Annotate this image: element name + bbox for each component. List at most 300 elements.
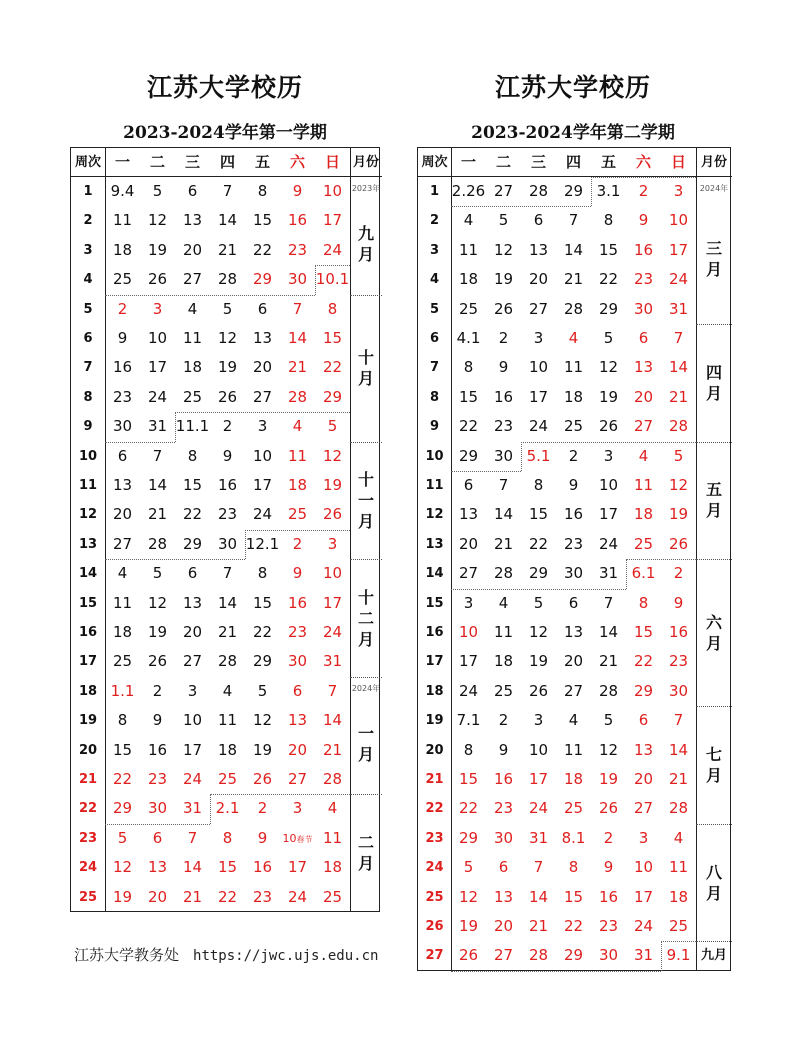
week-number: 16	[425, 625, 444, 640]
day-cell: 10	[182, 711, 203, 730]
day-cell: 22	[182, 505, 203, 524]
calendar-2-table	[417, 147, 731, 971]
week-number: 20	[78, 742, 98, 758]
day-cell: 24	[458, 681, 479, 700]
day-cell: 2	[292, 534, 303, 553]
day-cell: 7	[603, 593, 614, 612]
day-cell: 9	[603, 858, 614, 877]
header-day-4: 四	[565, 153, 581, 171]
day-cell: 21	[528, 917, 549, 935]
day-cell: 12	[322, 446, 343, 465]
day-cell: 11	[633, 476, 654, 494]
day-cell: 2.1	[215, 799, 240, 818]
calendar-2-title: 江苏大学校历	[494, 73, 651, 102]
day-cell: 26	[598, 799, 619, 818]
day-cell: 22	[252, 240, 273, 259]
day-cell: 15	[458, 387, 479, 406]
day-cell: 22	[633, 652, 654, 671]
day-cell: 9.1	[666, 946, 691, 965]
day-cell: 24	[322, 623, 343, 641]
day-cell: 29	[252, 270, 273, 289]
month-separator	[350, 794, 382, 795]
day-cell: 6	[463, 476, 474, 494]
day-cell: 15	[252, 211, 273, 230]
day-cell: 25	[668, 917, 689, 935]
month-boundary-line	[315, 265, 350, 266]
header-day-5: 五	[254, 153, 270, 171]
week-number: 5	[83, 301, 93, 317]
day-cell: 12	[147, 593, 168, 612]
day-cell: 12	[147, 211, 168, 230]
month-label: 八 月	[705, 862, 722, 903]
footer-url[interactable]: https://jwc.ujs.edu.cn	[193, 948, 379, 964]
day-cell: 8	[117, 711, 128, 730]
day-cell: 6	[187, 564, 198, 583]
day-cell: 8.1	[561, 828, 586, 847]
day-cell: 5	[603, 711, 614, 730]
week-number: 9	[83, 419, 93, 435]
day-cell: 24	[528, 417, 549, 436]
week-number: 27	[425, 948, 444, 964]
day-cell: 23	[252, 887, 273, 906]
day-cell: 2	[638, 182, 649, 200]
week-number: 17	[425, 654, 444, 670]
week-number: 18	[425, 683, 444, 699]
day-cell: 8	[187, 446, 198, 465]
day-cell: 10	[458, 623, 479, 641]
day-cell: 28	[493, 564, 514, 583]
day-cell: 27	[287, 770, 308, 788]
day-cell: 18	[633, 505, 654, 524]
day-cell: 11	[563, 740, 584, 759]
day-cell: 20	[112, 505, 133, 524]
week-number: 11	[425, 478, 444, 493]
day-cell: 16	[112, 358, 133, 377]
day-cell: 9	[117, 329, 128, 347]
day-cell: 16	[668, 623, 689, 641]
day-cell: 13	[112, 476, 133, 494]
day-cell: 12	[668, 476, 689, 494]
day-cell: 29	[598, 299, 619, 318]
day-cell: 21	[668, 387, 689, 406]
day-cell: 19	[493, 270, 514, 289]
day-cell: 12	[252, 711, 273, 730]
day-cell: 25	[182, 387, 203, 406]
calendar-1-subtitle: 2023-2024学年第一学期	[123, 123, 327, 143]
day-cell: 22	[598, 270, 619, 289]
month-separator	[350, 677, 382, 678]
day-cell: 15	[633, 623, 654, 641]
day-cell: 13	[633, 740, 654, 759]
day-cell: 25	[633, 534, 654, 553]
day-cell: 5	[673, 446, 684, 465]
day-cell: 27	[493, 182, 514, 200]
day-cell: 14	[528, 887, 549, 906]
header-day-6: 六	[635, 153, 651, 171]
day-cell: 19	[112, 887, 133, 906]
month-label: 十 一 月	[357, 469, 374, 531]
day-cell: 7	[222, 564, 233, 583]
day-cell: 30	[598, 946, 619, 965]
month-boundary-line	[591, 177, 696, 178]
header-day-5: 五	[600, 153, 616, 171]
month-boundary-line	[210, 794, 350, 795]
day-cell: 23	[633, 270, 654, 289]
day-cell: 21	[668, 770, 689, 788]
day-cell: 26	[147, 652, 168, 671]
month-boundary-line	[175, 412, 176, 441]
header-day-2: 二	[495, 153, 511, 171]
day-cell: 25	[563, 799, 584, 818]
day-cell: 10	[633, 858, 654, 877]
day-cell: 11	[112, 211, 133, 230]
day-cell: 16	[598, 887, 619, 906]
day-cell: 17	[528, 770, 549, 788]
week-number: 13	[425, 536, 444, 552]
day-cell: 27	[563, 681, 584, 700]
week-number: 25	[425, 889, 444, 905]
day-cell: 5	[117, 828, 128, 847]
week-number: 7	[83, 360, 93, 376]
month-boundary-line	[245, 530, 246, 559]
header-row	[418, 148, 732, 177]
day-cell: 23	[493, 417, 514, 436]
week-number: 20	[425, 742, 444, 758]
header-day-2: 二	[149, 153, 165, 171]
day-cell: 14	[668, 358, 689, 377]
day-cell: 30	[287, 270, 308, 289]
day-cell: 7	[533, 858, 544, 877]
month-boundary-line	[451, 206, 591, 207]
month-boundary-line	[521, 442, 522, 471]
week-number: 12	[425, 507, 444, 523]
day-cell: 2	[498, 711, 509, 730]
week-number: 14	[425, 566, 444, 582]
day-cell: 25	[563, 417, 584, 436]
day-cell: 20	[182, 240, 203, 259]
day-cell: 28	[668, 799, 689, 818]
day-cell: 3	[187, 681, 198, 700]
day-cell: 3	[603, 446, 614, 465]
day-cell: 22	[528, 534, 549, 553]
week-number: 4	[83, 272, 93, 288]
day-cell: 17	[252, 476, 273, 494]
header-day-1: 一	[114, 153, 130, 171]
day-cell: 27	[528, 299, 549, 318]
day-cell: 30	[493, 446, 514, 465]
day-cell: 8	[533, 476, 544, 494]
day-cell: 20	[182, 623, 203, 641]
header-day-7: 日	[670, 153, 686, 171]
week-number: 3	[429, 242, 440, 258]
day-cell: 12	[528, 623, 549, 641]
holiday-label: 春节	[296, 834, 313, 844]
day-cell: 26	[458, 946, 479, 965]
day-cell: 18	[182, 358, 203, 377]
day-cell: 13	[633, 358, 654, 377]
day-cell: 10	[668, 211, 689, 230]
month-label: 九月	[700, 948, 727, 964]
day-cell: 14	[493, 505, 514, 524]
day-cell: 3	[463, 593, 474, 612]
week-number: 8	[429, 389, 440, 405]
day-cell: 6	[533, 211, 544, 230]
day-cell: 19	[252, 740, 273, 759]
week-number: 24	[425, 860, 444, 876]
month-boundary-line	[105, 824, 210, 825]
month-separator	[350, 442, 382, 443]
day-cell: 16	[633, 240, 654, 259]
day-cell: 5	[152, 564, 163, 583]
day-cell: 12	[112, 858, 133, 877]
day-cell: 29	[563, 946, 584, 965]
day-cell: 28	[217, 270, 238, 289]
day-cell: 4	[187, 299, 198, 318]
day-cell: 2	[152, 681, 163, 700]
day-cell: 4	[498, 593, 509, 612]
day-cell: 2	[568, 446, 579, 465]
day-cell: 26	[147, 270, 168, 289]
day-cell: 9	[152, 711, 163, 730]
day-cell: 18	[563, 387, 584, 406]
day-cell: 11	[458, 240, 479, 259]
day-cell: 30	[668, 681, 689, 700]
week-number: 3	[83, 242, 93, 258]
day-cell: 17	[182, 740, 203, 759]
day-cell: 7	[673, 711, 684, 730]
day-cell: 25	[493, 681, 514, 700]
day-cell: 7	[673, 329, 684, 347]
day-cell: 13	[458, 505, 479, 524]
day-cell: 10	[147, 329, 168, 347]
day-cell: 7	[187, 828, 198, 847]
day-cell: 19	[147, 240, 168, 259]
day-cell: 9	[292, 564, 303, 583]
year-note: 2023年	[351, 184, 381, 193]
day-cell: 30	[493, 828, 514, 847]
day-cell: 16	[252, 858, 273, 877]
day-cell: 6	[152, 828, 163, 847]
day-cell: 9	[222, 446, 233, 465]
week-number: 23	[425, 830, 444, 846]
day-cell: 20	[252, 358, 273, 377]
day-cell: 18	[322, 858, 343, 877]
day-cell: 15	[217, 858, 238, 877]
day-cell: 15	[458, 770, 479, 788]
day-cell: 20	[633, 770, 654, 788]
day-cell: 11	[182, 329, 203, 347]
week-number: 19	[425, 713, 444, 729]
week-number: 17	[78, 654, 98, 670]
day-cell: 2	[603, 828, 614, 847]
day-cell: 24	[252, 505, 273, 524]
day-cell: 7	[222, 182, 233, 200]
day-cell: 9	[257, 828, 268, 847]
day-cell: 9.4	[110, 182, 135, 200]
day-cell: 11.1	[175, 417, 210, 436]
day-cell: 22	[458, 417, 479, 436]
header-month: 月份	[700, 155, 727, 170]
day-cell: 1.1	[110, 681, 135, 700]
day-cell: 10	[598, 476, 619, 494]
week-number: 2	[83, 213, 93, 229]
day-cell: 13	[287, 711, 308, 730]
day-cell: 7	[327, 681, 338, 700]
day-cell: 14	[217, 211, 238, 230]
week-number: 22	[78, 801, 98, 817]
month-label: 十 二 月	[357, 587, 374, 649]
month-separator	[696, 706, 732, 707]
day-cell: 7	[152, 446, 163, 465]
day-cell: 11	[563, 358, 584, 377]
header-day-1: 一	[460, 153, 476, 171]
day-cell: 12	[598, 740, 619, 759]
day-cell: 16	[493, 387, 514, 406]
day-cell: 9	[638, 211, 649, 230]
day-cell: 12	[458, 887, 479, 906]
day-cell: 19	[528, 652, 549, 671]
day-cell: 21	[217, 240, 238, 259]
day-cell: 8	[603, 211, 614, 230]
week-number: 4	[429, 272, 440, 288]
day-cell: 4	[222, 681, 233, 700]
day-cell: 28	[147, 534, 168, 553]
month-boundary-line	[626, 559, 696, 560]
month-label: 一 月	[357, 723, 374, 764]
day-cell: 26	[528, 681, 549, 700]
month-boundary-line	[521, 442, 696, 443]
day-cell: 21	[147, 505, 168, 524]
week-number: 10	[425, 448, 444, 464]
day-cell: 3	[533, 329, 544, 347]
day-cell: 16	[563, 505, 584, 524]
day-cell: 5	[152, 182, 163, 200]
day-cell: 10	[252, 446, 273, 465]
day-cell: 18	[217, 740, 238, 759]
day-cell: 25	[458, 299, 479, 318]
week-number: 12	[78, 507, 98, 523]
day-cell: 15	[563, 887, 584, 906]
week-number: 18	[78, 683, 98, 699]
day-cell: 9	[568, 476, 579, 494]
day-cell: 22	[563, 917, 584, 935]
day-cell: 17	[668, 240, 689, 259]
day-cell: 27	[112, 534, 133, 553]
week-number: 11	[78, 478, 98, 493]
day-cell: 7	[292, 299, 303, 318]
day-cell: 16	[287, 211, 308, 230]
day-cell: 28	[217, 652, 238, 671]
day-cell: 3	[327, 534, 338, 553]
day-cell: 30	[287, 652, 308, 671]
month-label: 四 月	[705, 362, 722, 403]
day-cell: 15	[528, 505, 549, 524]
day-cell: 19	[217, 358, 238, 377]
day-cell: 6	[187, 182, 198, 200]
day-cell: 3	[673, 182, 684, 200]
day-cell: 24	[287, 887, 308, 906]
day-cell: 8	[463, 740, 474, 759]
day-cell: 28	[668, 417, 689, 436]
week-number: 15	[78, 595, 98, 611]
day-cell: 17	[528, 387, 549, 406]
day-cell: 15	[598, 240, 619, 259]
day-cell: 14	[287, 329, 308, 347]
day-cell: 19	[598, 770, 619, 788]
day-cell: 6	[257, 299, 268, 318]
month-label: 三 月	[705, 238, 722, 279]
day-cell: 23	[287, 623, 308, 641]
day-cell: 3	[638, 828, 649, 847]
week-number: 23	[78, 830, 98, 846]
day-cell: 11	[493, 623, 514, 641]
day-cell: 2	[257, 799, 268, 818]
day-cell: 27	[458, 564, 479, 583]
day-cell: 30	[217, 534, 238, 553]
day-cell: 5	[222, 299, 233, 318]
day-cell: 10	[322, 564, 343, 583]
week-number: 5	[429, 301, 440, 317]
day-cell: 5	[533, 593, 544, 612]
day-cell: 30	[633, 299, 654, 318]
day-cell: 29	[458, 446, 479, 465]
day-cell: 22	[217, 887, 238, 906]
day-cell: 21	[182, 887, 203, 906]
day-cell: 17	[287, 858, 308, 877]
day-cell: 20	[493, 917, 514, 935]
month-boundary-line	[626, 559, 627, 588]
week-number: 14	[78, 566, 98, 582]
day-cell: 31	[147, 417, 168, 436]
day-cell: 3	[292, 799, 303, 818]
day-cell: 26	[322, 505, 343, 524]
day-cell: 13	[528, 240, 549, 259]
day-cell: 21	[217, 623, 238, 641]
day-cell: 9	[498, 740, 509, 759]
day-cell: 18	[458, 270, 479, 289]
day-cell: 8	[568, 858, 579, 877]
day-cell: 11	[668, 858, 689, 877]
day-cell: 8	[638, 593, 649, 612]
day-cell: 29	[633, 681, 654, 700]
month-boundary-line	[451, 971, 661, 972]
day-cell: 26	[217, 387, 238, 406]
day-cell: 29	[458, 828, 479, 847]
day-cell: 5	[498, 211, 509, 230]
day-cell: 11	[112, 593, 133, 612]
day-cell: 4	[292, 417, 303, 436]
day-cell: 15	[182, 476, 203, 494]
day-cell: 5	[603, 329, 614, 347]
day-cell: 24	[182, 770, 203, 788]
day-cell: 24	[633, 917, 654, 935]
month-boundary-line	[175, 412, 350, 413]
day-cell: 31	[528, 828, 549, 847]
day-cell: 24	[668, 270, 689, 289]
day-cell: 19	[668, 505, 689, 524]
day-cell: 13	[252, 329, 273, 347]
month-separator	[696, 324, 732, 325]
day-cell: 16	[217, 476, 238, 494]
day-cell: 29	[528, 564, 549, 583]
day-cell: 30	[563, 564, 584, 583]
day-cell: 16	[147, 740, 168, 759]
day-cell: 26	[252, 770, 273, 788]
day-cell: 31	[633, 946, 654, 965]
day-cell: 5	[257, 681, 268, 700]
year-note: 2024年	[699, 184, 729, 193]
day-cell: 24	[598, 534, 619, 553]
